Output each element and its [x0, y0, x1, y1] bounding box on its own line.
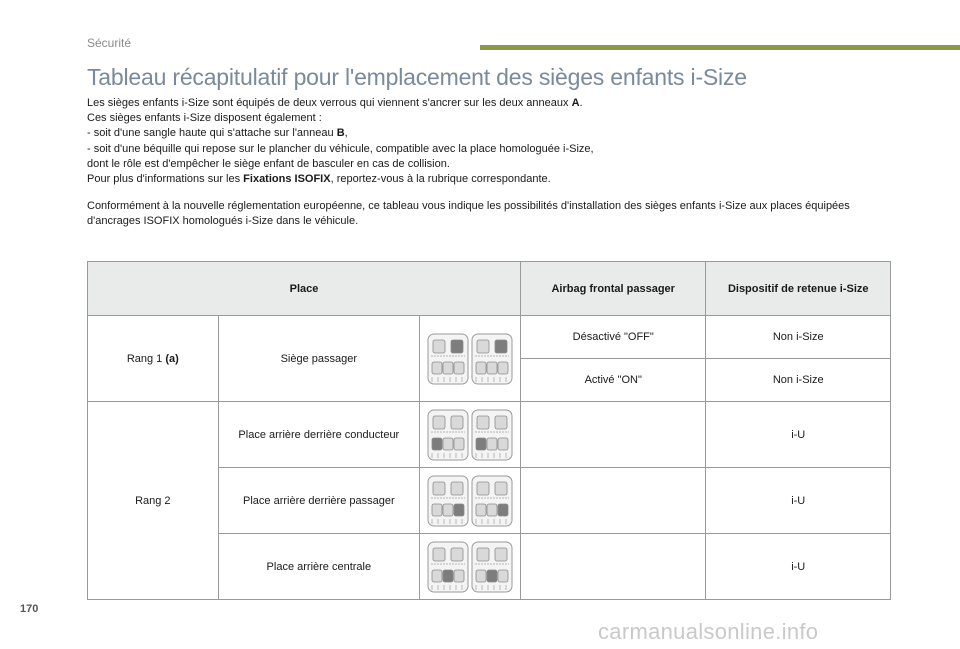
page-number: 170	[20, 603, 39, 615]
intro-line-3-bold: B	[336, 127, 345, 140]
seat-diagram-cell	[420, 534, 521, 600]
rang1-label	[88, 316, 219, 402]
rang1-label-text: Rang 1	[126, 352, 166, 365]
front-seat	[477, 416, 489, 429]
isize-seat-table	[87, 261, 891, 600]
rang1-device-on: Non i-Size	[706, 359, 891, 402]
rang1-label-note: (a)	[165, 352, 179, 365]
front-seat	[477, 548, 489, 561]
intro-line-1	[87, 96, 887, 111]
rear-seat	[432, 570, 442, 582]
intro-line-3	[87, 126, 887, 141]
rear-seat	[498, 570, 508, 582]
rear-seat	[432, 504, 442, 516]
car-seat-diagram-rear-left-icon	[427, 408, 513, 462]
page-title: Tableau récapitulatif pour l'emplacement des sièges enfants i-Size	[87, 64, 747, 90]
rang1-seat: Siège passager	[218, 316, 419, 402]
rear-seat	[487, 362, 497, 374]
rear-seat	[432, 362, 442, 374]
rang1-device-off: Non i-Size	[706, 316, 891, 359]
rear-seat	[476, 362, 486, 374]
front-seat	[495, 548, 507, 561]
intro-line-6-text: Pour plus d'informations sur les	[87, 173, 244, 186]
rear-seat	[443, 362, 453, 374]
table-header-row	[88, 262, 891, 316]
intro-line-5: dont le rôle est d'empêcher le siège enfant de basculer en cas de collision.	[87, 157, 450, 170]
header-place: Place	[88, 262, 521, 316]
rang2-device-3: i-U	[706, 534, 891, 600]
intro-line-1-end: .	[579, 97, 583, 109]
intro-line-3-end: ,	[344, 127, 348, 140]
intro-line-3-text: - soit d'une sangle haute qui s'attache sur l'anneau	[87, 127, 337, 140]
front-seat	[451, 416, 463, 429]
intro-line-1-text: Les sièges enfants i-Size sont équipés de deux verrous qui viennent s'ancrer sur les deux anneaux	[87, 97, 572, 109]
rear-seat	[487, 570, 497, 582]
rang2-airbag-1	[520, 402, 705, 468]
header-airbag: Airbag frontal passager	[520, 262, 705, 316]
seat-diagram-cell	[420, 402, 521, 468]
front-seat	[451, 548, 463, 561]
table-row	[88, 316, 891, 359]
rear-seat	[476, 504, 486, 516]
intro-paragraph-2: Conformément à la nouvelle réglementation européenne, ce tableau vous indique les possibilités d'installation des sièges enfants i-Size aux places équipées d'ancrages ISOFIX homologués i-Size dans le véhicule.	[87, 200, 850, 228]
intro-line-6-end: , reportez-vous à la rubrique correspondante.	[330, 173, 551, 186]
section-label: Sécurité	[87, 36, 132, 50]
rear-seat	[454, 438, 464, 450]
front-seat	[495, 482, 507, 495]
intro-line-6	[87, 172, 887, 187]
intro-line-6-bold: Fixations ISOFIX	[243, 173, 331, 186]
front-seat	[433, 416, 445, 429]
seat-diagram-cell	[420, 316, 521, 402]
front-seat	[433, 482, 445, 495]
rear-seat	[432, 438, 442, 450]
rang2-seat-center: Place arrière centrale	[218, 534, 419, 600]
rang2-device-1: i-U	[706, 402, 891, 468]
intro-line-1-bold: A	[571, 97, 580, 109]
rang1-airbag-on: Activé "ON"	[520, 359, 705, 402]
rang2-airbag-3	[520, 534, 705, 600]
rear-seat	[454, 504, 464, 516]
intro-line-4: - soit d'une béquille qui repose sur le plancher du véhicule, compatible avec la place homologuée i-Size,	[87, 142, 594, 155]
front-seat	[433, 340, 445, 353]
rang2-device-2: i-U	[706, 468, 891, 534]
rear-seat	[487, 438, 497, 450]
front-seat	[451, 482, 463, 495]
rear-seat	[443, 570, 453, 582]
rear-seat	[487, 504, 497, 516]
rear-seat	[443, 438, 453, 450]
front-seat	[477, 482, 489, 495]
table-row	[88, 402, 891, 468]
seat-diagram-cell	[420, 468, 521, 534]
rang2-label: Rang 2	[88, 402, 219, 600]
intro-text	[87, 96, 887, 230]
rear-seat	[443, 504, 453, 516]
paragraph-gap	[87, 187, 887, 199]
rear-seat	[454, 570, 464, 582]
rang2-airbag-2	[520, 468, 705, 534]
front-seat	[495, 416, 507, 429]
section-rule	[480, 45, 960, 50]
rang1-airbag-off: Désactivé "OFF"	[520, 316, 705, 359]
watermark: carmanualsonline.info	[598, 619, 819, 644]
front-seat	[433, 548, 445, 561]
rang2-seat-driver-side: Place arrière derrière conducteur	[218, 402, 419, 468]
car-seat-diagram-rear-center-icon	[427, 540, 513, 594]
rear-seat	[498, 504, 508, 516]
intro-line-2: Ces sièges enfants i-Size disposent également :	[87, 112, 322, 125]
car-seat-diagram-front-passenger-icon	[427, 332, 513, 386]
rear-seat	[498, 438, 508, 450]
front-seat	[451, 340, 463, 353]
rear-seat	[498, 362, 508, 374]
front-seat	[477, 340, 489, 353]
rear-seat	[476, 438, 486, 450]
rang2-seat-passenger-side: Place arrière derrière passager	[218, 468, 419, 534]
rear-seat	[454, 362, 464, 374]
rear-seat	[476, 570, 486, 582]
car-seat-diagram-rear-right-icon	[427, 474, 513, 528]
front-seat	[495, 340, 507, 353]
header-device: Dispositif de retenue i-Size	[706, 262, 891, 316]
